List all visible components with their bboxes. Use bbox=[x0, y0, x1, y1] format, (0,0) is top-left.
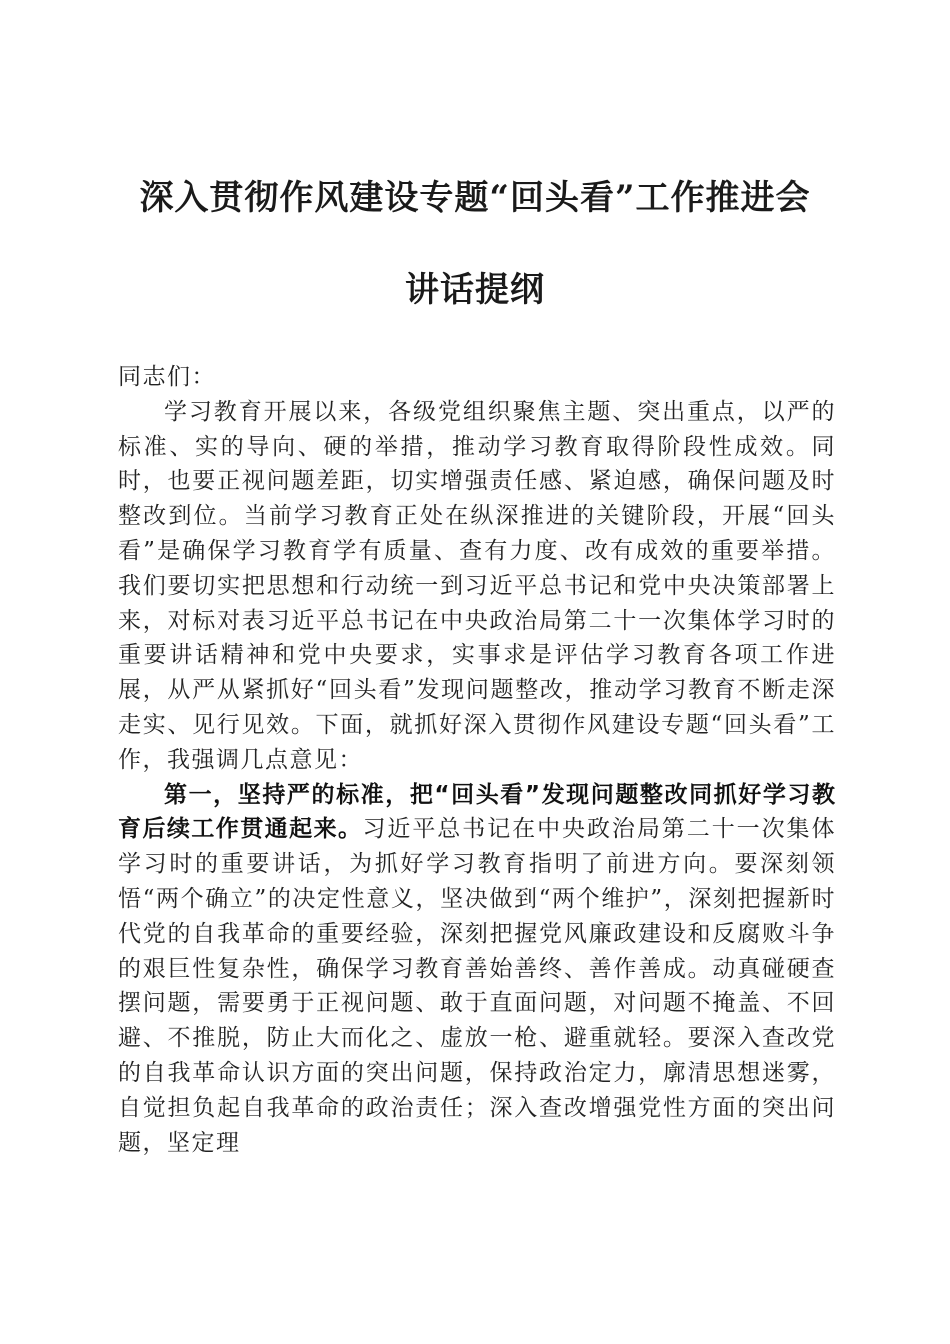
document-body bbox=[118, 360, 836, 1160]
paragraph-first-point bbox=[118, 778, 836, 1161]
paragraph-intro: 学习教育开展以来，各级党组织聚焦主题、突出重点，以严的标准、实的导向、硬的举措，推动学习教育取得阶段性成效。同时，也要正视问题差距，切实增强责任感、紧迫感，确保问题及时整改到位。当前学习教育正处在纵深推进的关键阶段，开展“回头看”是确保学习教育学有质量、查有力度、改有成效的重要举措。我们要切实把思想和行动统一到习近平总书记和党中央决策部署上来，对标对表习近平总书记在中央政治局第二十一次集体学习时的重要讲话精神和党中央要求，实事求是评估学习教育各项工作进展，从严从紧抓好“回头看”发现问题整改，推动学习教育不断走深走实、见行见效。下面，就抓好深入贯彻作风建设专题“回头看”工作，我强调几点意见： bbox=[118, 398, 836, 773]
paragraph-first-point-body: 习近平总书记在中央政治局第二十一次集体学习时的重要讲话，为抓好学习教育指明了前进方向。要深刻领悟“两个确立”的决定性意义，坚决做到“两个维护”，深刻把握新时代党的自我革命的重要经验，深刻把握党风廉政建设和反腐败斗争的艰巨性复杂性，确保学习教育善始善终、善作善成。动真碰硬查摆问题，需要勇于正视问题、敢于直面问题，对问题不掩盖、不回避、不推脱，防止大而化之、虚放一枪、避重就轻。要深入查改党的自我革命认识方面的突出问题，保持政治定力，廓清思想迷雾，自觉担负起自我革命的政治责任；深入查改增强党性方面的突出问题，坚定理 bbox=[118, 816, 837, 1156]
paragraph-first-point-lead: 第一，坚持严的标准，把“回头看”发现问题整改同抓好学习教育后续工作贯通起来。 bbox=[118, 781, 836, 843]
document-title-line-2: 讲话提纲 bbox=[405, 270, 545, 310]
document-title-line-1: 深入贯彻作风建设专题“回头看”工作推进会 bbox=[139, 178, 811, 218]
salutation: 同志们： bbox=[118, 364, 216, 390]
